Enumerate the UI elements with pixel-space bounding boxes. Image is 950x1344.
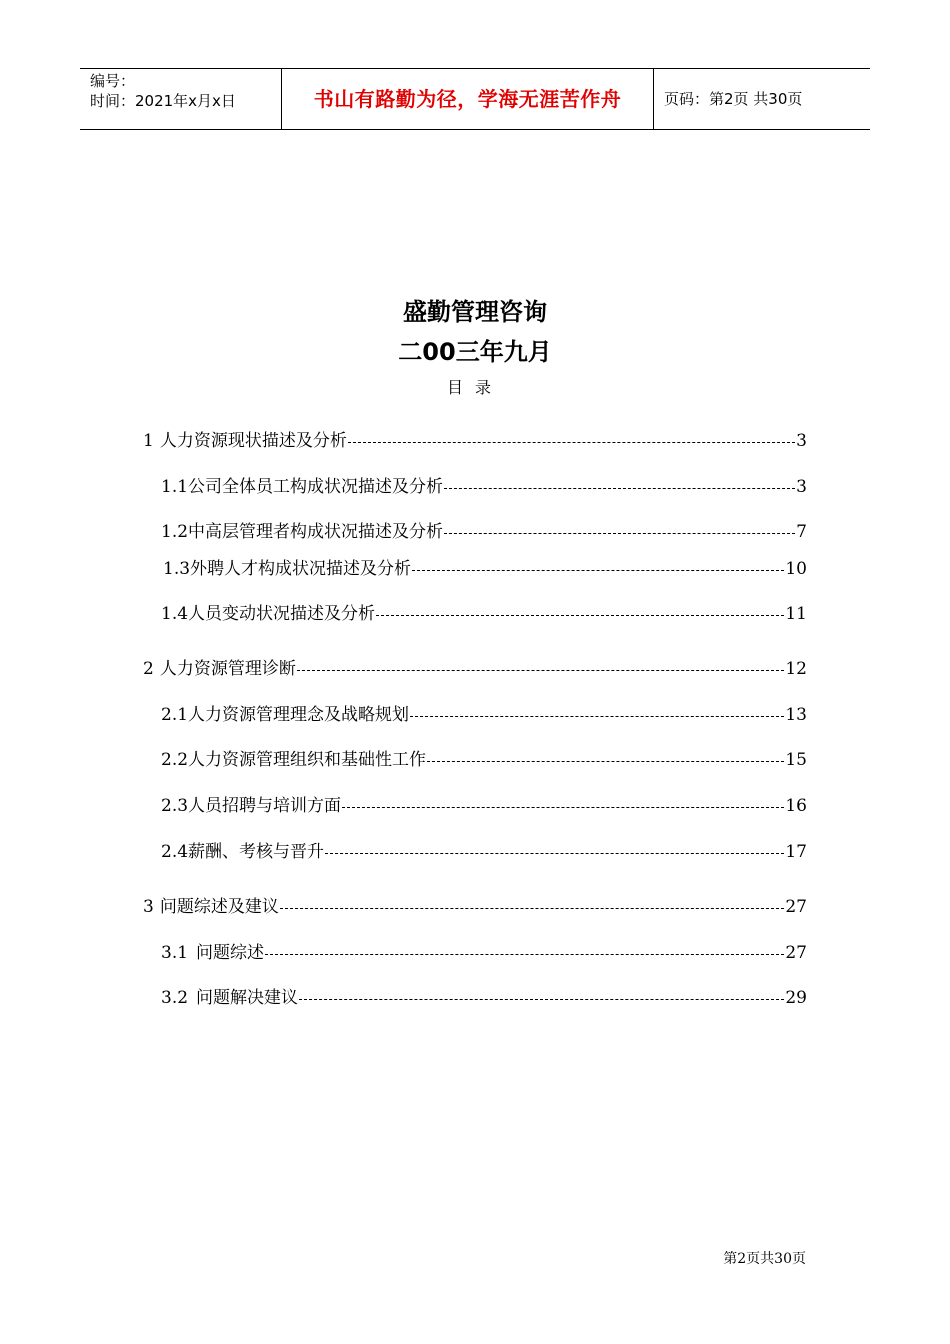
toc-entry[interactable]	[161, 793, 807, 819]
company-title: 盛勤管理咨询	[403, 298, 547, 326]
header-motto: 书山有路勤为径，学海无涯苦作舟	[313, 87, 622, 111]
toc-entry-page: 27	[785, 943, 807, 963]
toc-entry-page: 15	[785, 750, 807, 770]
toc-leader	[410, 716, 784, 717]
toc-entry-number: 3	[143, 897, 154, 917]
toc-entry-number: 2.2	[161, 750, 189, 770]
page-footer: 第2页共30页	[723, 1251, 806, 1267]
toc-leader	[412, 570, 784, 571]
toc-entry-page: 27	[785, 897, 807, 917]
toc-leader	[444, 488, 795, 489]
header-page-label: 页码：第2页 共30页	[664, 90, 803, 108]
toc-entry[interactable]	[143, 656, 807, 682]
toc-entry-title: 人力资源管理诊断	[159, 659, 296, 679]
toc-heading: 目录	[446, 378, 503, 397]
toc-leader	[376, 615, 784, 616]
document-header	[80, 68, 870, 130]
toc-entry-page: 3	[796, 431, 807, 451]
toc-entry-title: 人力资源管理组织和基础性工作	[188, 750, 427, 770]
toc-leader	[265, 954, 784, 955]
toc-leader	[444, 533, 795, 534]
toc-entry-number: 1.3	[163, 559, 191, 579]
toc-entry[interactable]	[161, 985, 807, 1011]
header-divider	[653, 69, 654, 129]
toc-entry[interactable]	[143, 894, 807, 920]
toc-entry-page: 17	[785, 842, 807, 862]
toc-entry-number: 1	[143, 431, 154, 451]
toc-leader	[325, 853, 784, 854]
toc-entry-title: 问题解决建议	[196, 988, 299, 1008]
header-number-label: 编号：	[90, 72, 136, 90]
toc-entry[interactable]	[161, 702, 807, 728]
toc-entry-page: 29	[785, 988, 807, 1008]
toc-entry-number: 2	[143, 659, 154, 679]
header-time-label: 时间：2021年x月x日	[90, 92, 236, 110]
toc-entry-title: 问题综述	[196, 943, 265, 963]
toc-entry-number: 3.1	[161, 943, 189, 963]
toc-entry-number: 2.3	[161, 796, 189, 816]
toc-entry-page: 10	[785, 559, 807, 579]
toc-entry-page: 7	[796, 522, 807, 542]
toc-entry-page: 16	[785, 796, 807, 816]
toc-entry[interactable]	[161, 747, 807, 773]
toc-entry-page: 3	[796, 477, 807, 497]
toc-entry-title: 人员变动状况描述及分析	[188, 604, 376, 624]
toc-entry[interactable]	[163, 556, 807, 582]
toc-entry[interactable]	[161, 839, 807, 865]
date-title: 二00三年九月	[398, 338, 552, 366]
toc-entry[interactable]	[161, 940, 807, 966]
toc-entry[interactable]	[161, 474, 807, 500]
toc-entry-title: 人力资源管理理念及战略规划	[188, 705, 410, 725]
toc-entry[interactable]	[161, 601, 807, 627]
toc-entry-page: 12	[785, 659, 807, 679]
toc-entry-title: 中高层管理者构成状况描述及分析	[188, 522, 444, 542]
toc-entry-title: 人力资源现状描述及分析	[159, 431, 347, 451]
toc-entry-title: 问题综述及建议	[159, 897, 279, 917]
toc-entry-number: 1.2	[161, 522, 189, 542]
toc-leader	[348, 442, 795, 443]
toc-entry-number: 1.1	[161, 477, 189, 497]
toc-entry-number: 2.4	[161, 842, 189, 862]
toc-entry-title: 公司全体员工构成状况描述及分析	[188, 477, 444, 497]
toc-leader	[299, 999, 784, 1000]
toc-entry-title: 外聘人才构成状况描述及分析	[190, 559, 412, 579]
toc-leader	[427, 761, 784, 762]
toc-leader	[297, 670, 785, 671]
toc-entry-number: 1.4	[161, 604, 189, 624]
toc-entry-title: 薪酬、考核与晋升	[188, 842, 325, 862]
toc-leader	[342, 807, 784, 808]
header-meta	[90, 71, 236, 111]
toc-entry-page: 13	[785, 705, 807, 725]
toc-leader	[280, 908, 785, 909]
toc-entry-number: 3.2	[161, 988, 189, 1008]
toc-entry[interactable]	[143, 428, 807, 454]
toc-entry-title: 人员招聘与培训方面	[188, 796, 342, 816]
toc-entry-number: 2.1	[161, 705, 189, 725]
toc-entry-page: 11	[785, 604, 807, 624]
toc-entry[interactable]	[161, 519, 807, 545]
